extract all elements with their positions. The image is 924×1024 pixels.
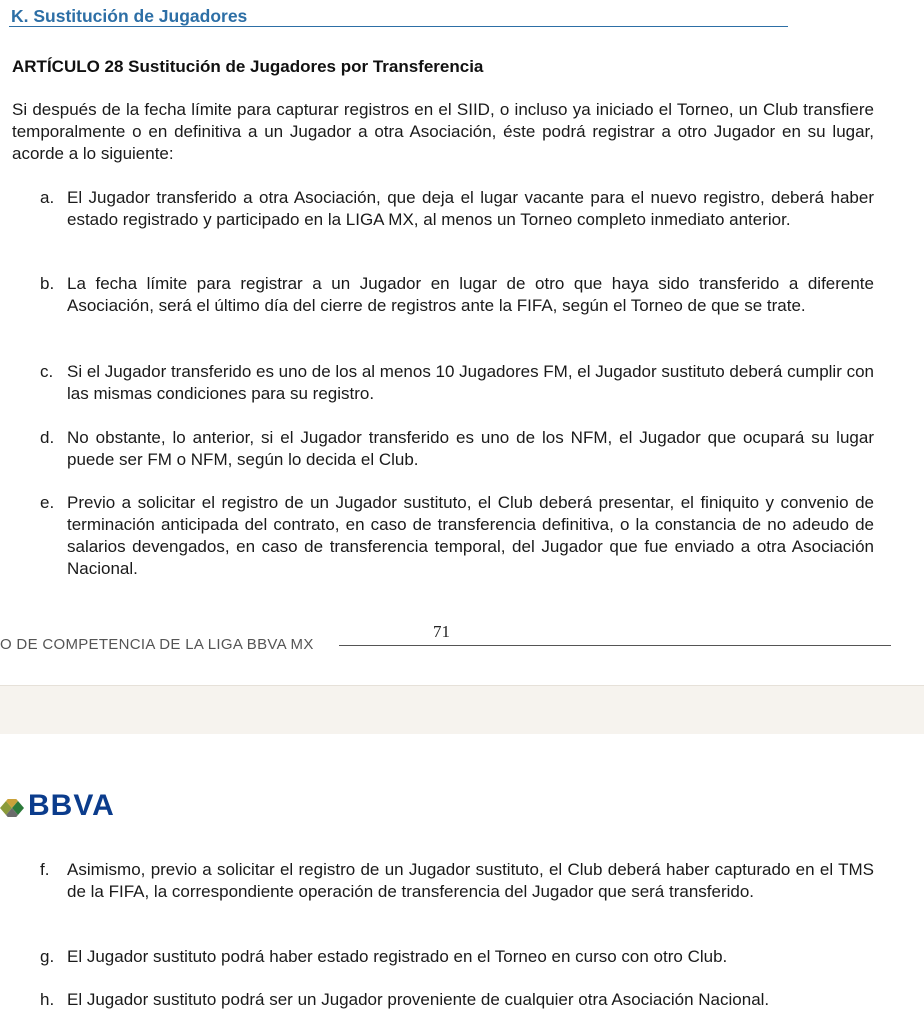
section-heading-rule: [9, 26, 788, 27]
list-marker: b.: [40, 274, 55, 293]
list-item-h: [40, 989, 874, 1011]
list-item-text: El Jugador sustituto podrá haber estado registrado en el Torneo en curso con otro Club.: [67, 947, 728, 966]
list-item-text: Previo a solicitar el registro de un Jugador sustituto, el Club deberá presentar, el finiquito y convenio de terminación anticipada del contrato, en caso de transferencia definitiva, o la constancia de no adeudo de salarios devengados, en caso de transferencia temporal, del Jugador que fue enviado a otra Asociación Nacional.: [67, 493, 874, 578]
list-item-e: [40, 492, 874, 580]
page-number: 71: [433, 622, 450, 641]
list-item-text: Asimismo, previo a solicitar el registro de un Jugador sustituto, el Club deberá haber capturado en el TMS de la FIFA, la correspondiente operación de transferencia del Jugador que será transferido.: [67, 860, 874, 901]
list-item-text: La fecha límite para registrar a un Jugador en lugar de otro que haya sido transferido a diferente Asociación, será el último día del cierre de registros ante la FIFA, según el Torneo de que se trate.: [67, 274, 874, 315]
document-page-72: [0, 734, 924, 1024]
intro-paragraph: Si después de la fecha límite para capturar registros en el SIID, o incluso ya iniciado el Torneo, un Club transfiere temporalmente o en definitiva a un Jugador a otra Asociación, éste podrá registrar a otro Jugador en su lugar, acorde a lo siguiente:: [12, 100, 874, 163]
list-marker: e.: [40, 493, 55, 512]
bbva-logo-text: BBVA: [28, 789, 115, 822]
list-item-a: [40, 187, 874, 231]
bbva-emblem-icon: [0, 799, 24, 817]
page-break: [0, 685, 924, 735]
list-marker: f.: [40, 860, 50, 879]
list-marker: h.: [40, 990, 55, 1009]
list-marker: a.: [40, 188, 55, 207]
article-title: ARTÍCULO 28 Sustitución de Jugadores por Transferencia: [12, 57, 484, 76]
list-item-g: [40, 946, 874, 968]
list-item-text: Si el Jugador transferido es uno de los al menos 10 Jugadores FM, el Jugador sustituto deberá cumplir con las mismas condiciones para su registro.: [67, 362, 875, 403]
list-item-c: [40, 361, 874, 405]
footer-document-title: O DE COMPETENCIA DE LA LIGA BBVA MX: [0, 636, 314, 653]
list-item-text: El Jugador sustituto podrá ser un Jugador proveniente de cualquier otra Asociación Nacional.: [67, 990, 770, 1009]
section-heading: K. Sustitución de Jugadores: [11, 6, 248, 26]
list-item-text: No obstante, lo anterior, si el Jugador transferido es uno de los NFM, el Jugador que ocupará su lugar puede ser FM o NFM, según lo decida el Club.: [67, 428, 874, 469]
list-item-b: [40, 273, 874, 317]
footer-rule: [339, 645, 891, 646]
list-item-text: El Jugador transferido a otra Asociación, que deja el lugar vacante para el nuevo registro, deberá haber estado registrado y participado en la LIGA MX, al menos un Torneo completo inmediato anterior.: [67, 188, 874, 229]
list-item-d: [40, 427, 874, 471]
list-marker: d.: [40, 428, 55, 447]
list-item-f: [40, 859, 874, 903]
list-marker: c.: [40, 362, 54, 381]
list-marker: g.: [40, 947, 55, 966]
